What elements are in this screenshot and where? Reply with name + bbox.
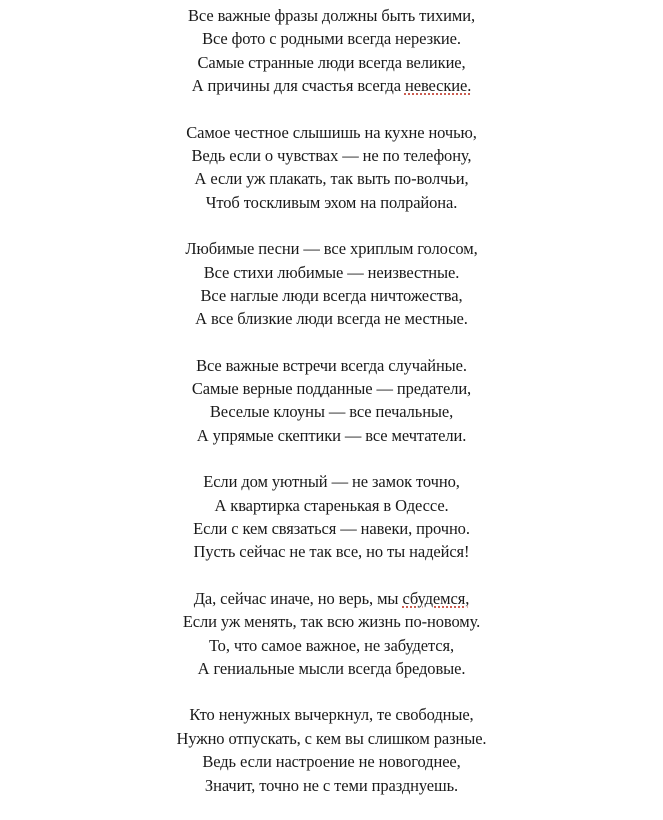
poem-line: Чтоб тоскливым эхом на полрайона. bbox=[205, 192, 458, 212]
poem-line-start: Да, сейчас иначе, но верь, мы bbox=[193, 588, 399, 608]
poem-line: Если с кем связаться — навеки, прочно. bbox=[193, 519, 470, 539]
misspelled-word: сбудемся, bbox=[402, 588, 470, 608]
poem-line: Значит, точно не с теми празднуешь. bbox=[204, 775, 459, 795]
stanza-6 bbox=[0, 587, 663, 681]
poem-line bbox=[0, 587, 663, 610]
stanza-4 bbox=[0, 354, 663, 448]
poem-line: Самые странные люди всегда великие, bbox=[197, 52, 466, 72]
poem-line: Самые верные подданные — предатели, bbox=[191, 379, 472, 399]
poem-line: Все наглые люди всегда ничтожества, bbox=[200, 285, 463, 305]
stanza-7 bbox=[0, 703, 663, 797]
poem-line-start: А причины для счастья всегда bbox=[191, 76, 401, 96]
poem-line: Любимые песни — все хриплым голосом, bbox=[185, 239, 478, 259]
poem-line: Все важные фразы должны быть тихими, bbox=[188, 6, 475, 25]
poem-line: То, что самое важное, не забудется, bbox=[208, 635, 455, 655]
stanza-2 bbox=[0, 121, 663, 215]
stanza-3 bbox=[0, 237, 663, 331]
poem-line: А все близкие люди всегда не местные. bbox=[195, 309, 468, 329]
poem-line: Ведь если о чувствах — не по телефону, bbox=[191, 145, 472, 165]
stanza-1 bbox=[0, 4, 663, 98]
poem-line: А упрямые скептики — все мечтатели. bbox=[196, 425, 467, 445]
poem-line: Пусть сейчас не так все, но ты надейся! bbox=[193, 542, 470, 562]
poem-line: А гениальные мысли всегда бредовые. bbox=[197, 658, 466, 678]
poem-line: Нужно отпускать, с кем вы слишком разные. bbox=[176, 728, 487, 748]
poem-line: Все фото с родными всегда нерезкие. bbox=[202, 29, 461, 49]
poem-line: Веселые клоуны — все печальные, bbox=[209, 402, 454, 422]
poem-line: Самое честное слышишь на кухне ночью, bbox=[186, 122, 477, 142]
poem-line: Ведь если настроение не новогоднее, bbox=[202, 752, 461, 772]
stanza-5 bbox=[0, 470, 663, 564]
poem-line: Если уж менять, так всю жизнь по-новому. bbox=[182, 612, 481, 632]
poem-line: Все важные встречи всегда случайные. bbox=[196, 355, 467, 375]
poem-text bbox=[0, 4, 663, 820]
poem-line: Если дом уютный — не замок точно, bbox=[203, 472, 460, 492]
poem-line bbox=[0, 74, 663, 97]
poem-line: Кто ненужных вычеркнул, те свободные, bbox=[189, 705, 474, 725]
poem-line: А если уж плакать, так выть по-волчьи, bbox=[194, 169, 469, 189]
misspelled-word: невеские. bbox=[404, 76, 472, 96]
poem-line: Все стихи любимые — неизвестные. bbox=[203, 262, 460, 282]
poem-line: А квартирка старенькая в Одессе. bbox=[214, 495, 449, 515]
